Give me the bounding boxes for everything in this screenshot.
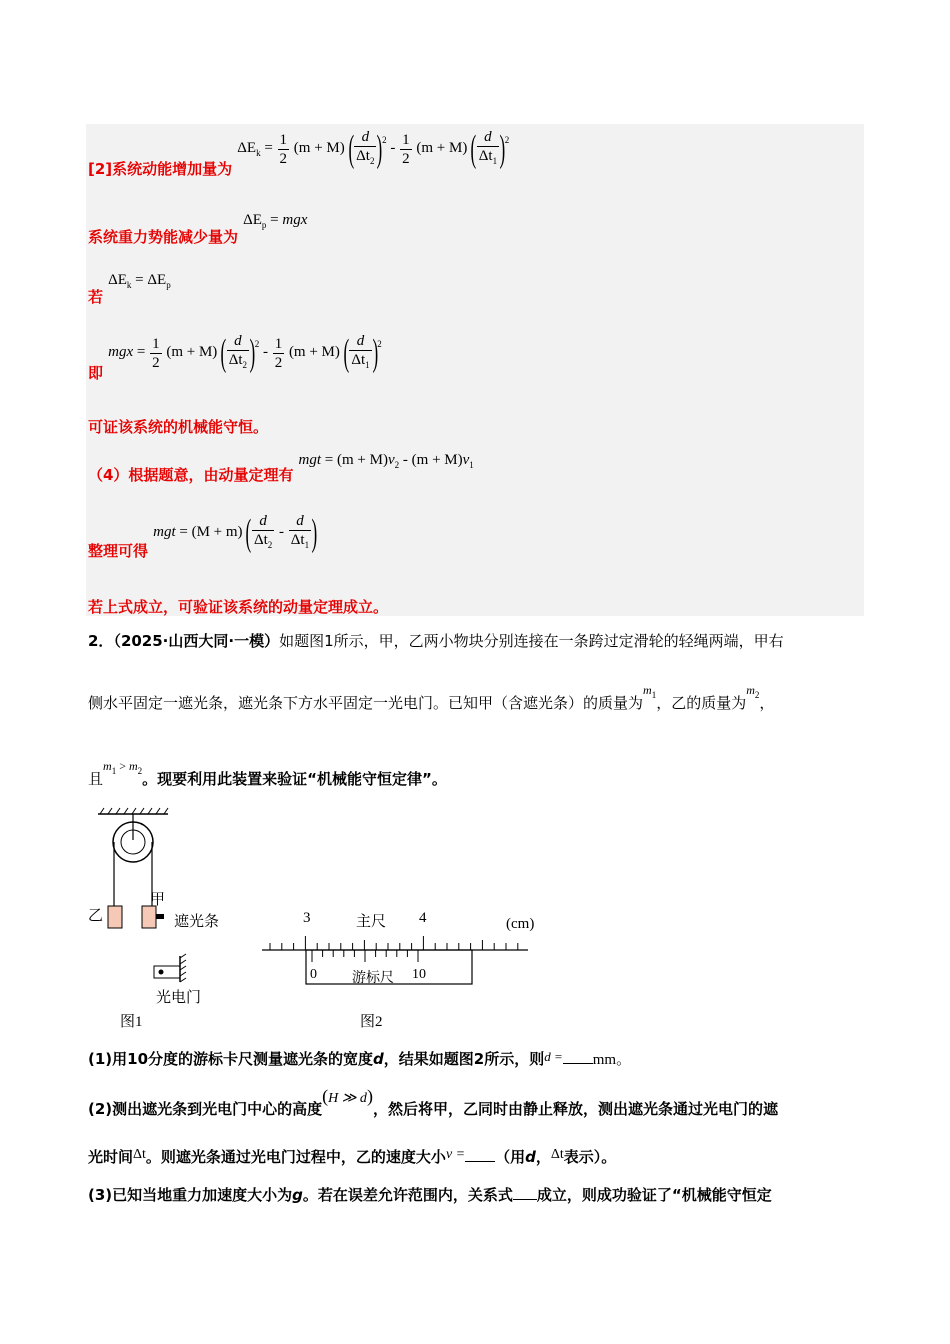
sub-1: 1 <box>469 460 474 470</box>
part-text: 光时间 <box>88 1148 134 1166</box>
kinetic-formula <box>237 128 510 170</box>
d-over-dt2 <box>354 128 376 170</box>
mass-sum: (m + M) <box>411 452 463 468</box>
question-text: 侧水平固定一遮光条，遮光条下方水平固定一光电门。已知甲（含遮光条）的质量为 <box>88 694 644 712</box>
part-2-line1: (2)测出遮光条到光电门中心的高度(H ≫ d)，然后将甲，乙同时由静止释放，测出遮光条通过光电门的遮 <box>88 1086 778 1118</box>
mgt: mgt <box>153 524 176 541</box>
solution-line-simplified <box>88 512 318 561</box>
delta-e: ΔE <box>108 272 127 288</box>
mass-sum: (m + M) <box>416 140 468 157</box>
right-paren: ) <box>372 332 378 374</box>
vernier-label: 游标尺 <box>352 971 394 986</box>
ruler-main-label: 主尺 <box>356 914 387 930</box>
height-condition: H ≫ d <box>328 1091 367 1106</box>
if-label: 若 <box>88 288 104 306</box>
energy-equation <box>108 332 382 374</box>
caption-figure-1: 图1 <box>120 1014 143 1030</box>
mass-sum: (m + M) <box>166 344 218 361</box>
question-text: 。现要利用此装置来验证“机械能守恒定律”。 <box>142 770 447 788</box>
sub-2: 2 <box>267 540 273 550</box>
part-unit: mm。 <box>592 1052 632 1068</box>
g-var: g <box>292 1186 303 1204</box>
dt-var: Δt <box>290 532 305 548</box>
mgx: mgx <box>108 344 134 361</box>
answer-blank-3[interactable] <box>513 1185 537 1200</box>
dt-var: Δt <box>228 352 243 368</box>
m2-var: m <box>746 683 755 697</box>
sup-2: 2 <box>382 135 387 146</box>
label-photogate: 光电门 <box>156 990 202 1006</box>
left-paren: ( <box>245 512 252 554</box>
sub-k: k <box>256 148 261 159</box>
m2-var: m <box>128 759 138 773</box>
part-text: ，结果如题图2所示，则 <box>383 1050 545 1068</box>
sub-1: 1 <box>111 766 117 776</box>
equality-formula <box>108 272 171 288</box>
d-var: d <box>296 513 304 529</box>
sub-2: 2 <box>137 766 143 776</box>
delta-e: ΔE <box>147 272 167 288</box>
d-var: d <box>361 129 370 145</box>
frac-den: 2 <box>402 150 410 167</box>
label-yi: 乙 <box>88 908 104 924</box>
mgx: mgx <box>282 212 308 228</box>
question-intro-line3 <box>88 759 447 790</box>
part-text: 成立，则成功验证了“机械能守恒定 <box>536 1186 772 1204</box>
eq-sign: = <box>264 140 273 157</box>
question-text: ， <box>759 694 775 712</box>
frac-num: 1 <box>402 131 410 148</box>
figure-2-vernier <box>262 930 532 990</box>
sub-1: 1 <box>304 540 310 550</box>
part-text: ，然后将甲，乙同时由静止释放，测出遮光条通过光电门的遮 <box>372 1100 778 1118</box>
dt-var: Δt <box>478 148 493 164</box>
potential-formula <box>243 212 307 228</box>
mass-sum: (m + M) <box>293 140 345 157</box>
solution-line-momentum <box>88 448 474 484</box>
d-var: d <box>259 513 267 529</box>
mass-sum: (m + M) <box>288 344 340 361</box>
right-paren: ) <box>249 332 256 374</box>
mass-sum: (m + M) <box>337 452 388 468</box>
ie-label: 即 <box>88 364 104 383</box>
eq-sign: = <box>324 452 334 468</box>
frac-den: 2 <box>152 354 160 371</box>
frac-num: 1 <box>152 335 160 352</box>
half-frac-2 <box>400 131 412 168</box>
potential-label: 系统重力势能减少量为 <box>88 228 239 246</box>
dt-var: Δt <box>351 352 366 368</box>
caption-figure-2: 图2 <box>360 1014 383 1030</box>
sub-2: 2 <box>754 690 760 700</box>
part-3 <box>88 1184 772 1205</box>
sub-1: 1 <box>492 156 498 166</box>
part-text: ， <box>535 1148 551 1166</box>
kinetic-label: [2]系统动能增加量为 <box>88 160 233 179</box>
part-text: (3)已知当地重力加速度大小为 <box>88 1186 293 1204</box>
ruler-mark-3: 3 <box>303 910 311 926</box>
d-equals: d = <box>544 1049 563 1064</box>
d-over-dt2 <box>227 332 249 374</box>
delta-e: ΔE <box>243 212 262 228</box>
left-paren: ( <box>347 128 354 170</box>
half-frac <box>278 131 290 168</box>
sub-1: 1 <box>365 360 370 370</box>
vernier-mark-10: 10 <box>412 967 426 982</box>
d-var: d <box>356 333 365 349</box>
left-paren: ( <box>343 332 349 374</box>
left-paren: ( <box>220 332 227 374</box>
question-intro-line2 <box>88 683 775 714</box>
left-paren: ( <box>470 128 477 170</box>
eq-sign: = <box>270 212 279 228</box>
dt-var: Δt <box>356 148 370 164</box>
right-paren: ) <box>499 128 506 170</box>
v-var: v <box>462 452 470 468</box>
part-text: (2)测出遮光条到光电门中心的高度 <box>88 1100 323 1118</box>
label-shield: 遮光条 <box>174 914 220 930</box>
simplified-formula <box>153 512 318 554</box>
part-text: （用 <box>495 1148 526 1166</box>
question-intro-line1 <box>88 630 784 651</box>
d-over-dt2 <box>252 512 274 554</box>
label-jia: 甲 <box>150 892 166 908</box>
dt-var: Δt <box>253 532 268 548</box>
minus-sign: - <box>262 344 268 361</box>
part-text: 表示）。 <box>563 1148 617 1166</box>
momentum-formula <box>299 452 474 468</box>
vernier-mark-0: 0 <box>310 967 317 982</box>
answer-blank-1[interactable] <box>563 1049 593 1064</box>
d-over-dt1 <box>349 332 371 374</box>
part-text: 。则遮光条通过光电门过程中，乙的速度大小 <box>145 1148 446 1166</box>
question-text: 如题图1所示，甲，乙两小物块分别连接在一条跨过定滑轮的轻绳两端，甲右 <box>279 632 784 650</box>
frac-den: 2 <box>279 150 288 167</box>
sup-2: 2 <box>377 339 382 350</box>
answer-blank-2[interactable] <box>465 1147 495 1162</box>
momentum-label: （4）根据题意，由动量定理有 <box>88 466 294 484</box>
m1-var: m <box>643 683 652 697</box>
d-over-dt1 <box>289 512 311 554</box>
solution-line-potential <box>88 212 308 246</box>
dt-var: Δt <box>550 1147 564 1162</box>
frac-den: 2 <box>274 354 283 371</box>
minus-sign: - <box>390 140 396 157</box>
d-var: d <box>484 129 492 145</box>
sub-2: 2 <box>394 460 400 470</box>
right-paren: ) <box>311 512 318 554</box>
conclusion-energy: 可证该系统的机械能守恒。 <box>88 418 269 436</box>
right-paren: ) <box>376 128 383 170</box>
question-text: 且 <box>88 770 104 788</box>
sub-p: p <box>166 280 171 290</box>
d-var: d <box>525 1148 536 1166</box>
eq-sign: = <box>135 272 144 288</box>
mass-sum: (M + m) <box>191 524 243 541</box>
solution-line-kinetic <box>88 128 510 179</box>
sub-p: p <box>261 220 267 230</box>
sub-k: k <box>126 280 132 290</box>
d-var: d <box>234 333 242 349</box>
minus-sign: - <box>279 524 285 541</box>
eq-sign: = <box>136 344 146 361</box>
eq-sign: = <box>179 524 188 541</box>
question-number: 2． <box>88 632 114 650</box>
solution-line-if <box>88 272 171 306</box>
sub-1: 1 <box>651 690 657 700</box>
simplify-label: 整理可得 <box>88 542 149 561</box>
question-text: ，乙的质量为 <box>656 694 747 712</box>
d-over-dt1 <box>477 128 499 170</box>
minus-sign: - <box>402 452 408 468</box>
v-var: v <box>387 452 395 468</box>
mgt: mgt <box>298 452 322 468</box>
ruler-mark-4: 4 <box>419 910 427 926</box>
frac-num: 1 <box>274 335 283 352</box>
d-var: d <box>373 1050 384 1068</box>
ruler-unit: (cm) <box>506 916 535 932</box>
gt-sign: > <box>119 759 126 773</box>
question-source: （2025·山西大同·一模） <box>113 632 280 650</box>
sub-2: 2 <box>242 360 248 370</box>
frac-num: 1 <box>279 131 288 148</box>
part-1 <box>88 1048 631 1069</box>
sup-2: 2 <box>504 135 510 146</box>
part-2-line2 <box>88 1146 616 1167</box>
half-frac <box>150 335 162 372</box>
delta-e: ΔE <box>237 140 257 157</box>
part-text: (1)用10分度的游标卡尺测量遮光条的宽度 <box>88 1050 374 1068</box>
v-equals: v = <box>445 1147 466 1162</box>
conclusion-momentum: 若上式成立，可验证该系统的动量定理成立。 <box>88 598 389 616</box>
sup-2: 2 <box>254 339 260 350</box>
sub-2: 2 <box>369 156 375 166</box>
part-text: 。若在误差允许范围内，关系式 <box>302 1186 513 1204</box>
dt-var: Δt <box>133 1147 146 1162</box>
m1-var: m <box>103 759 112 773</box>
half-frac-2 <box>273 335 285 372</box>
solution-line-ie <box>88 332 382 383</box>
